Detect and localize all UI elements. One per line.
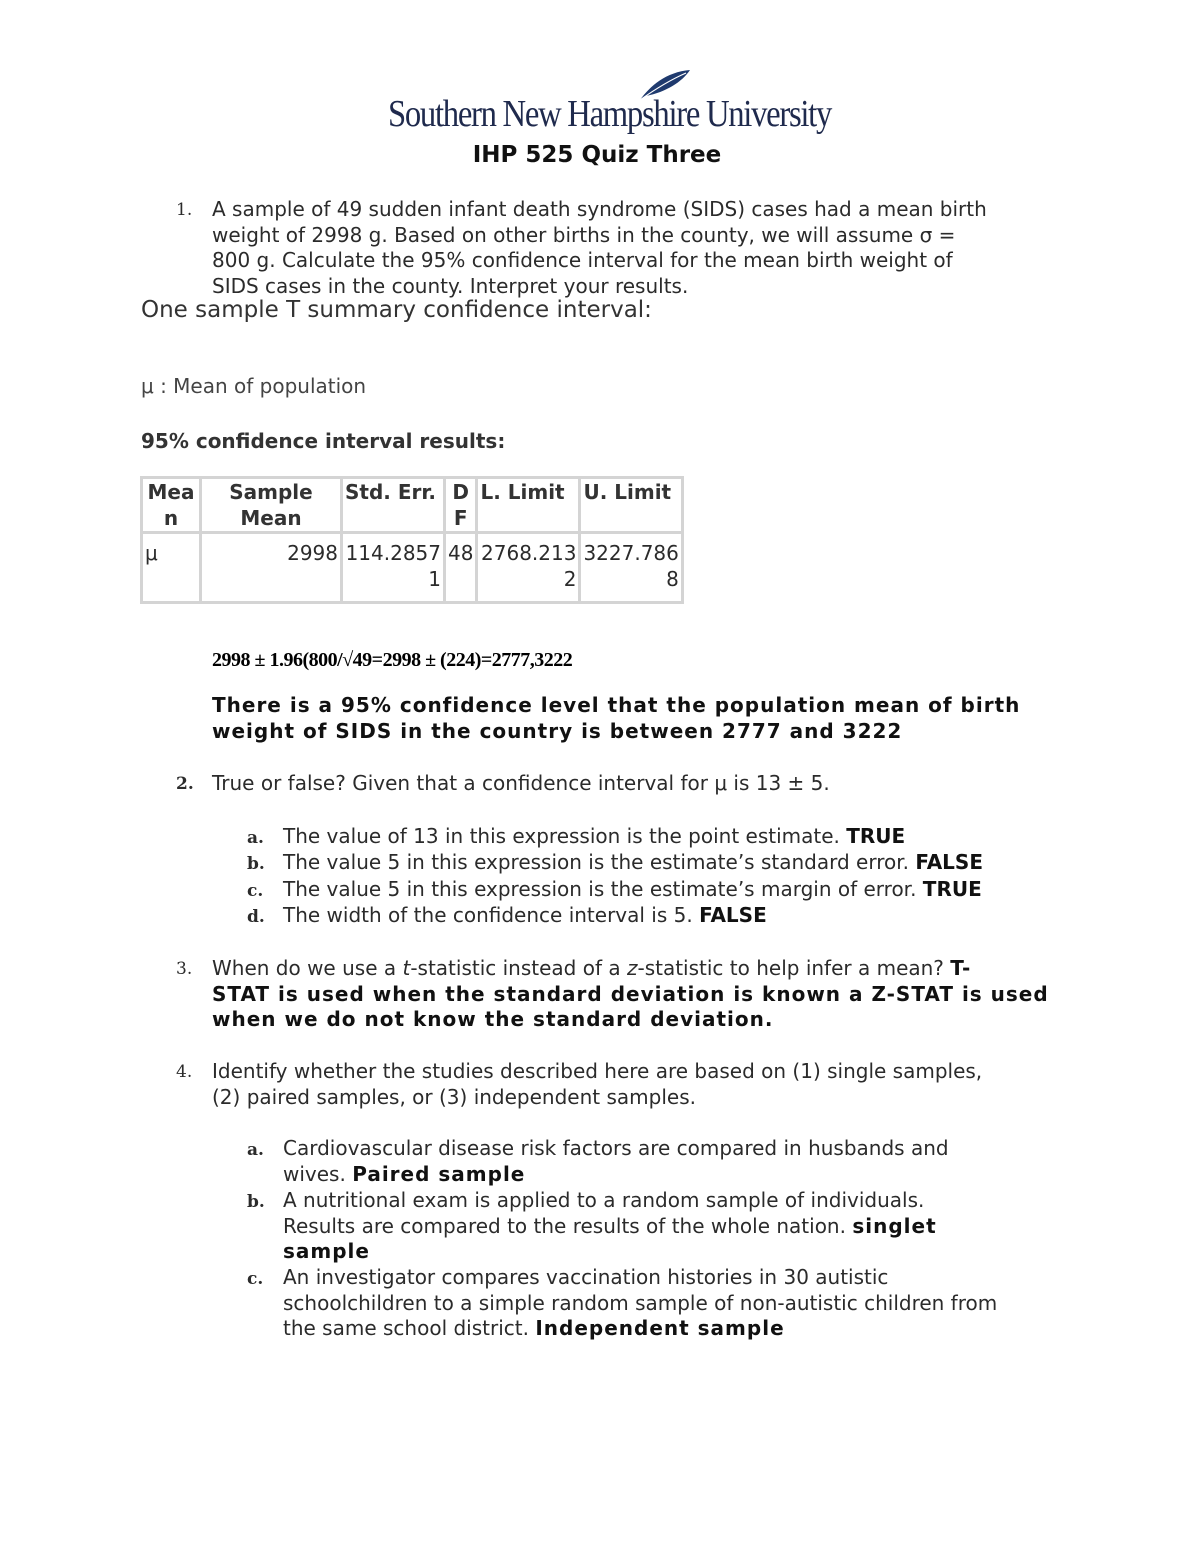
item-letter: c. <box>247 881 264 901</box>
answer-start: T- <box>950 956 972 980</box>
item-text: Results are compared to the results of the whole nation. <box>283 1213 853 1238</box>
item-letter: a. <box>247 828 264 848</box>
logo-wordmark: Southern New Hampshire University <box>388 93 832 135</box>
q2-item-a <box>247 824 906 850</box>
answer-line: when we do not know the standard deviation. <box>212 1007 774 1031</box>
q2-item-c <box>247 877 982 903</box>
q4-item-b <box>247 1188 937 1265</box>
question-number: 3. <box>176 959 193 979</box>
item-answer: singlet <box>852 1213 937 1238</box>
prompt-text: -statistic to help infer a mean? <box>637 956 951 980</box>
table-cell: 48 <box>445 533 477 603</box>
item-answer: sample <box>283 1239 370 1263</box>
question-line: 800 g. Calculate the 95% confidence interval for the mean birth weight of <box>212 248 953 272</box>
table-header: Sample Mean <box>201 478 342 533</box>
item-text: The value 5 in this expression is the estimate’s margin of error. <box>283 877 923 901</box>
mu-definition: μ : Mean of population <box>141 374 367 398</box>
question-number: 2. <box>176 774 194 794</box>
question-1 <box>176 197 987 299</box>
item-letter: a. <box>247 1140 264 1160</box>
item-text: The width of the confidence interval is 5. <box>283 903 700 927</box>
item-text: the same school district. <box>283 1316 536 1340</box>
item-text: wives. <box>283 1161 353 1186</box>
question-line: SIDS cases in the county. Interpret your results. <box>212 273 689 298</box>
question-line <box>212 956 1049 982</box>
page-title: IHP 525 Quiz Three <box>472 142 722 168</box>
item-line <box>283 1316 997 1342</box>
prompt-text: When do we use a <box>212 956 403 980</box>
item-answer: FALSE <box>915 850 983 874</box>
q2-item-d <box>247 903 767 929</box>
question-number: 1. <box>176 200 193 220</box>
item-answer: TRUE <box>922 877 982 901</box>
item-line: A nutritional exam is applied to a random sample of individuals. <box>283 1188 925 1212</box>
results-heading: 95% confidence interval results: <box>141 429 506 453</box>
question-line: (2) paired samples, or (3) independent samples. <box>212 1084 696 1109</box>
item-line: Cardiovascular disease risk factors are compared in husbands and <box>283 1136 949 1160</box>
question-4 <box>176 1059 983 1110</box>
table-header: U. Limit <box>580 478 682 533</box>
results-table <box>140 476 684 604</box>
question-3 <box>176 956 1049 1033</box>
university-logo <box>388 68 832 138</box>
item-letter: c. <box>247 1269 264 1289</box>
t-symbol: t <box>402 956 411 980</box>
q1-answer <box>212 693 1020 744</box>
table-header-row <box>142 478 683 533</box>
table-header: D F <box>445 478 477 533</box>
question-line: A sample of 49 sudden infant death syndrome (SIDS) cases had a mean birth <box>212 197 987 221</box>
question-number: 4. <box>176 1062 193 1082</box>
question-2 <box>176 771 830 797</box>
table-cell: 2768.213 2 <box>477 533 580 603</box>
item-text: The value of 13 in this expression is the point estimate. <box>283 824 847 848</box>
answer-line: STAT is used when the standard deviation is known a Z-STAT is used <box>212 981 1049 1006</box>
question-line: True or false? Given that a confidence interval for μ is 13 ± 5. <box>212 771 830 795</box>
prompt-text: -statistic instead of a <box>410 956 627 980</box>
table-header: Std. Err. <box>342 478 445 533</box>
answer-line: weight of SIDS in the country is between 2777 and 3222 <box>212 718 903 743</box>
answer-line: There is a 95% confidence level that the population mean of birth <box>212 693 1021 717</box>
table-cell: 2998 <box>201 533 342 603</box>
q2-item-b <box>247 850 983 876</box>
q4-item-a <box>247 1136 949 1187</box>
question-line: Identify whether the studies described here are based on (1) single samples, <box>212 1059 983 1083</box>
table-header: Mea n <box>142 478 201 533</box>
item-line <box>283 1214 937 1240</box>
item-answer: Paired sample <box>352 1161 526 1186</box>
ci-formula: 2998 ± 1.96(800/√49=2998 ± (224)=2777,3222 <box>212 649 573 671</box>
item-answer: Independent sample <box>535 1316 785 1340</box>
item-line: schoolchildren to a simple random sample of non-autistic children from <box>283 1290 998 1315</box>
item-answer: FALSE <box>699 903 767 927</box>
question-line: weight of 2998 g. Based on other births in the county, we will assume σ = <box>212 222 956 247</box>
table-cell: 3227.786 8 <box>580 533 682 603</box>
table-row <box>142 533 683 603</box>
item-line: An investigator compares vaccination histories in 30 autistic <box>283 1265 889 1289</box>
z-symbol: z <box>626 956 638 980</box>
section-heading: One sample T summary confidence interval: <box>141 297 652 323</box>
item-letter: b. <box>247 1192 265 1212</box>
table-cell: μ <box>142 533 201 603</box>
q4-item-c <box>247 1265 998 1342</box>
item-text: The value 5 in this expression is the estimate’s standard error. <box>283 850 916 874</box>
item-line <box>283 1162 949 1188</box>
table-header: L. Limit <box>477 478 580 533</box>
item-answer: TRUE <box>846 824 906 848</box>
table-cell: 114.2857 1 <box>342 533 445 603</box>
item-letter: b. <box>247 854 265 874</box>
item-letter: d. <box>247 907 265 927</box>
